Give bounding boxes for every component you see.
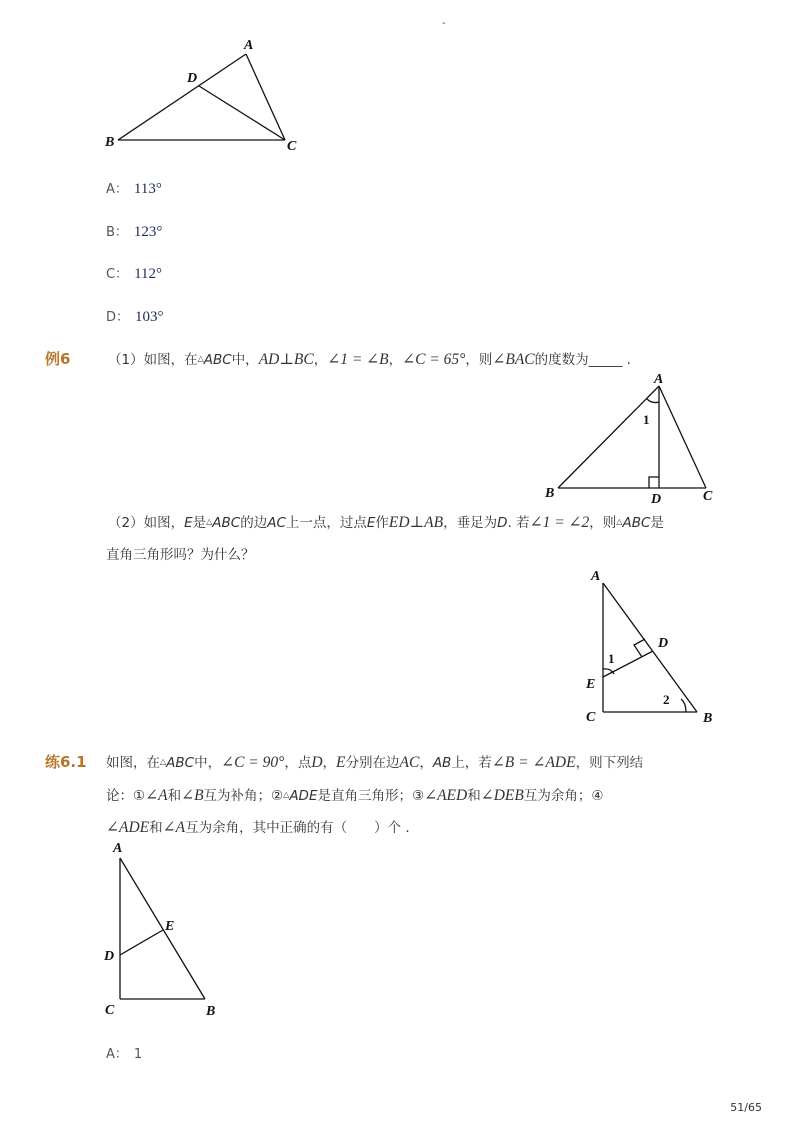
option-letter: D： (106, 310, 130, 325)
option-value: 103° (135, 309, 164, 325)
fig4-label-b: B (206, 1004, 216, 1019)
fig1-label-d: D (187, 71, 198, 86)
fig2-label-b: B (545, 486, 555, 501)
example-6-label: 例6 (45, 350, 71, 368)
fig2-label-1: 1 (643, 412, 650, 427)
fig3-label-d: D (658, 636, 669, 651)
practice-6-1-label: 练6.1 (45, 753, 87, 771)
practice-6-1-line2: 论：①∠A和∠B互为补角；②△ADE是直角三角形；③∠AED和∠DEB互为余角；④ (106, 787, 604, 804)
top-mark: - (442, 18, 446, 29)
example-6-part1: （1）如图，在△ABC中，AD⊥BC，∠1 = ∠B，∠C = 65°，则∠BAC的度数为_____ . (108, 351, 631, 368)
option-d[interactable] (106, 306, 164, 326)
fig2-label-c: C (703, 489, 713, 504)
option-value: 123° (133, 224, 163, 240)
option-value: 112° (134, 266, 163, 282)
option-value: 1 (133, 1047, 143, 1062)
fig4-label-a: A (113, 841, 123, 856)
fig1-label-c: C (287, 139, 297, 154)
option-letter: C： (106, 267, 129, 282)
example-6-part2-line2: 直角三角形吗？为什么？ (106, 547, 255, 563)
fig1-label-a: A (244, 38, 254, 53)
page-number: 51/65 (730, 1101, 762, 1114)
fig2-label-d: D (651, 492, 662, 507)
option-letter: A： (106, 182, 128, 197)
practice-6-1-line1: 如图，在△ABC中，∠C = 90°，点D，E分别在边AC，AB上，若∠B = ∠ADE，则下列结 (106, 754, 644, 771)
example-6-part2-line1: （2）如图，E是△ABC的边AC上一点，过点E作ED⊥AB，垂足为D. 若∠1 = ∠2，则△ABC是 (108, 514, 664, 531)
fig4-label-c: C (105, 1003, 115, 1018)
option-c[interactable] (106, 263, 162, 283)
fig1-label-b: B (105, 135, 115, 150)
option-b[interactable] (106, 221, 162, 241)
fig4-label-e: E (165, 919, 175, 934)
fig3-label-a: A (591, 569, 601, 584)
option-value: 113° (133, 181, 162, 197)
fig3-label-b: B (703, 711, 713, 726)
fig4-label-d: D (104, 949, 115, 964)
fig3-label-2: 2 (663, 692, 670, 707)
option-letter: A： (106, 1047, 128, 1062)
practice-6-1-line3: ∠ADE和∠A互为余角，其中正确的有（ ）个 . (106, 819, 410, 836)
fig2-label-a: A (654, 372, 664, 387)
practice-option-a[interactable] (106, 1043, 142, 1062)
option-letter: B： (106, 225, 128, 240)
option-a[interactable] (106, 178, 162, 198)
fig3-label-e: E (586, 677, 596, 692)
fig3-label-1: 1 (608, 651, 615, 666)
fig3-label-c: C (586, 710, 596, 725)
